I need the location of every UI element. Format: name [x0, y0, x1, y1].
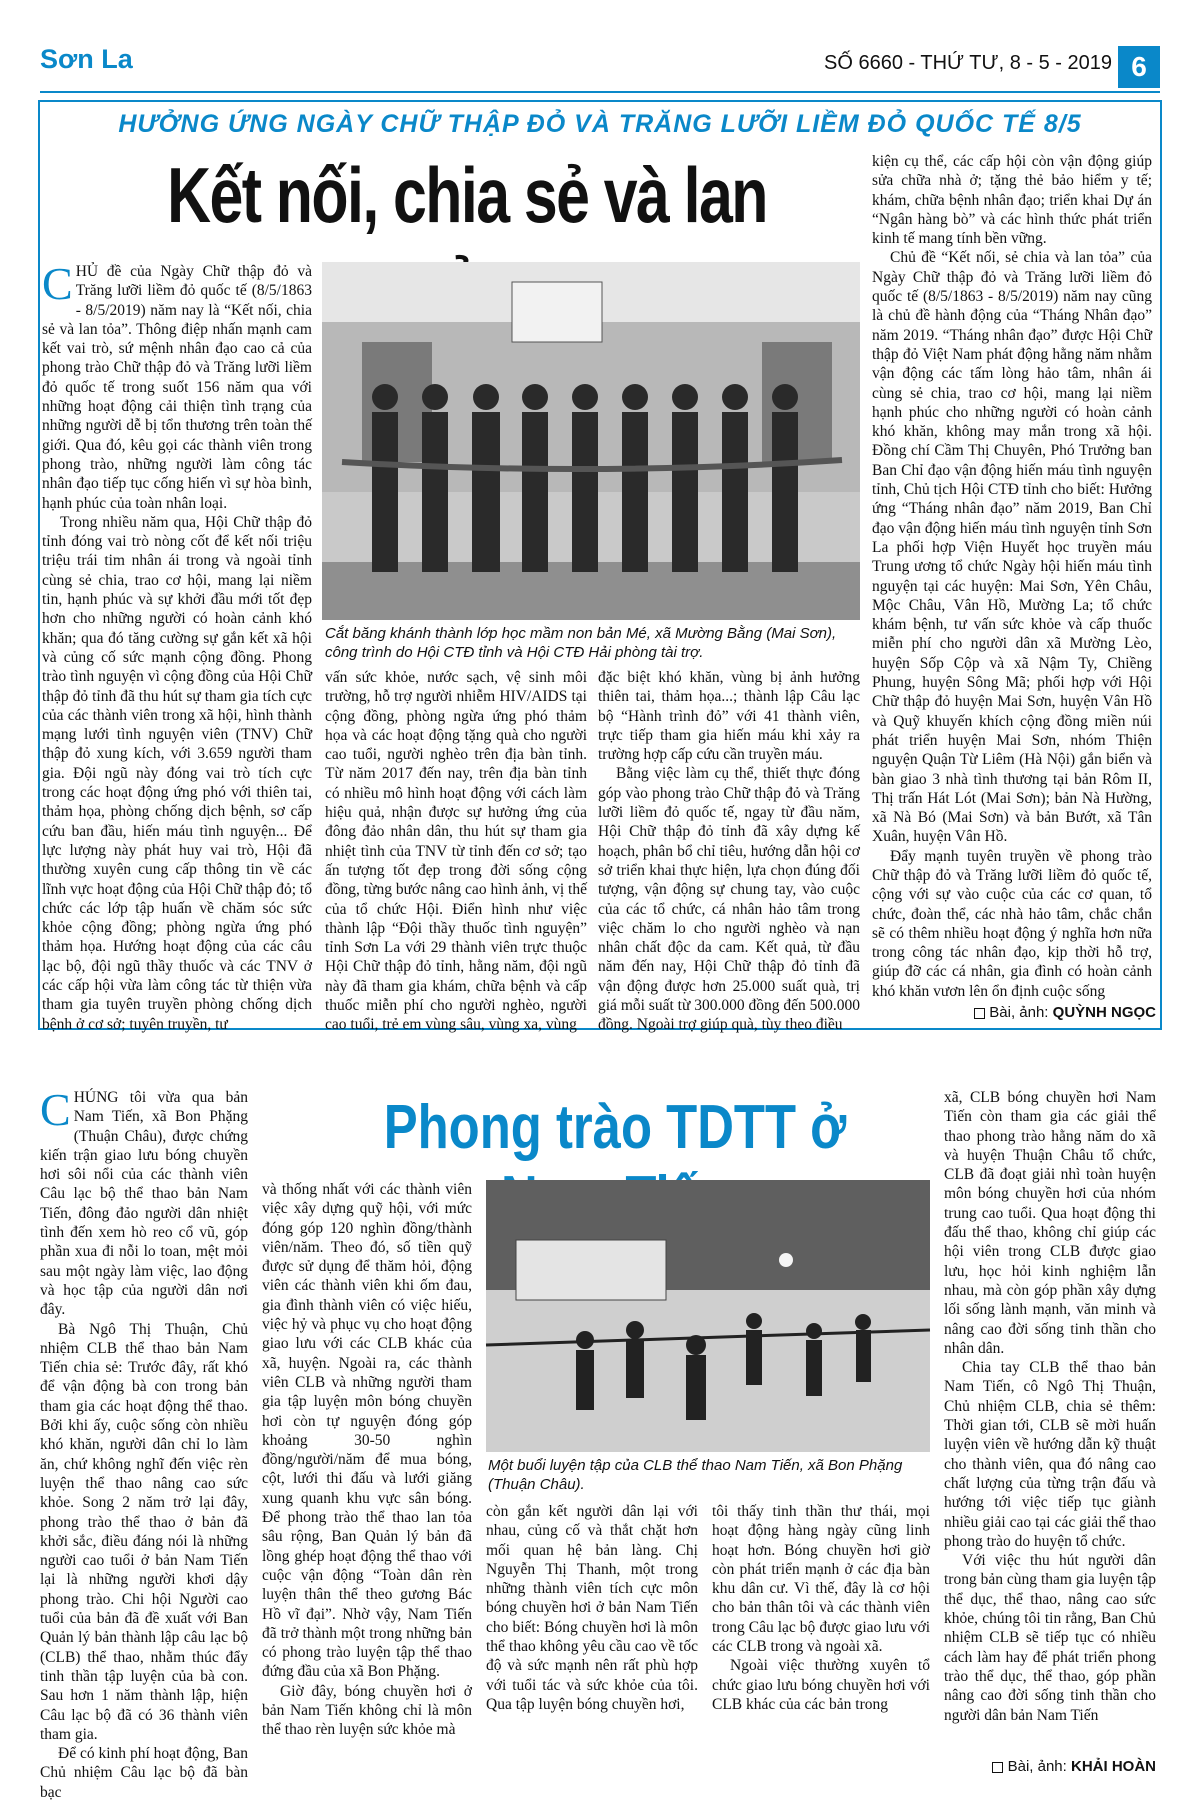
article2-photo-caption: Một buổi luyện tập của CLB thể thao Nam Tiến, xã Bon Phặng (Thuận Châu).	[488, 1457, 903, 1493]
paragraph: xã, CLB bóng chuyền hơi Nam Tiến còn tham gia các giải thể thao phong trào hằng năm do xã và huyện Thuận Châu tổ chức, CLB đã đoạt giải nhì toàn huyện môn bóng chuyền hơi của nhóm trung cao tuổi. Qua hoạt động thi đấu thể thao, không chỉ giúp các hội viên trong CLB được giao lưu, học hỏi kinh nghiệm lẫn nhau, mà còn góp phần xây dựng lối sống lành mạnh, văn minh và nâng cao đời sống tinh thần cho nhân dân.	[944, 1089, 1156, 1357]
paragraph: HỦ đề của Ngày Chữ thập đỏ và Trăng lưỡi liềm đỏ quốc tế (8/5/1863 - 8/5/2019) năm nay là “Kết nối, chia sẻ và lan tỏa”. Thông điệp nhấn mạnh cam kết vai trò, sứ mệnh nhân đạo cao cả của phong trào Chữ thập đỏ và Trăng lưỡi liềm đỏ quốc tế trong suốt 156 năm qua với những hoạt động cải thiện tình trạng của những người dễ bị tổn thương trên toàn thế giới. Qua đó, kêu gọi các thành viên trong phong trào, những người làm công tác nhân đạo tiếp tục cống hiến vì sự hòa bình, hạnh phúc của toàn nhân loại.	[42, 263, 312, 512]
ribbon-cutting-photo	[322, 262, 860, 620]
article2-byline	[944, 1758, 1156, 1775]
paragraph: và thống nhất với các thành viên việc xây dựng quỹ hội, với mức đóng góp 120 nghìn đồng/thành viên/năm. Theo đó, số tiền quỹ được sử dụng để thăm hỏi, động viên các thành viên khi ốm đau, gia đình thành viên có việc hiếu, việc hỷ và phục vụ cho hoạt động giao lưu với các CLB khác của xã, huyện. Ngoài ra, các thành viên CLB và những người tham gia tập luyện môn bóng chuyền hơi còn tự nguyện đóng góp khoảng 30-50 nghìn đồng/người/năm để mua bóng, cột, lưới thi đấu và lưới giăng xung quanh khu vực sân bóng. Để phong trào thể thao lan tỏa sâu rộng, Ban Quản lý bản đã lồng ghép hoạt động thể thao với cuộc vận động “Toàn dân rèn luyện thân thể theo gương Bác Hồ vĩ đại”. Nhờ vậy, Nam Tiến đã trở thành một trong những bản có phong trào luyện tập thể thao đứng đầu của xã Bon Phặng.	[262, 1181, 472, 1681]
paragraph: Chia tay CLB thể thao bản Nam Tiến, cô Ngô Thị Thuận, Chủ nhiệm CLB, chia sẻ thêm: Thời gian tới, CLB sẽ mời huấn luyện viên về hướng dẫn kỹ thuật cho thành viên, qua đó nâng cao chất lượng của từng trận đấu và hướng tới việc tiếp tục giành nhiều giải cao tại các giải thể thao phong trào do huyện tổ chức.	[944, 1359, 1156, 1550]
paragraph: Bằng việc làm cụ thể, thiết thực đóng góp vào phong trào Chữ thập đỏ và Trăng lưỡi liềm đỏ quốc tế, ngay từ đầu năm, Hội Chữ thập đỏ tỉnh đã xây dựng kế hoạch, phân bổ chỉ tiêu, hướng dẫn hội cơ sở triển khai thực hiện, lựa chọn đúng đối tượng, vận động sự chung tay, vào cuộc của các tổ chức, cá nhân hảo tâm trong việc chăm lo cho người nghèo và nạn nhân chất độc da cam. Kết quả, từ đầu năm đến nay, Hội Chữ thập đỏ tỉnh đã vận động được hơn 25.000 suất quà, trị giá mỗi suất từ 300.000 đồng đến 500.000 đồng. Ngoài trợ giúp quà, tùy theo điều	[598, 765, 860, 1034]
article1-kicker: HƯỞNG ỨNG NGÀY CHỮ THẬP ĐỎ VÀ TRĂNG LƯỠI LIỀM ĐỎ QUỐC TẾ 8/5	[118, 110, 1082, 138]
article2-column-2	[262, 1180, 472, 1780]
paragraph: tôi thấy tinh thần thư thái, mọi hoạt động hàng ngày cũng linh hoạt hơn. Bóng chuyền hơi giờ còn phát triển mạnh ở các địa bàn khu dân cư. Vì thế, đây là cơ hội cho bản thân tôi và các thành viên trong Câu lạc bộ được giao lưu với các CLB trong và ngoài xã.	[712, 1503, 930, 1656]
paragraph: Chủ đề “Kết nối, sẻ chia và lan tỏa” của Ngày Chữ thập đỏ và Trăng lưỡi liềm đỏ quốc tế (8/5/1863 - 8/5/2019) năm nay cũng là chủ đề hành động của “Tháng Nhân đạo” năm 2019. “Tháng nhân đạo” được Hội Chữ thập đỏ Việt Nam phát động hằng năm nhằm vận động các tấm lòng hảo tâm, nhân ái cùng sẻ chia, trao cơ hội, mang lại niềm hạnh phúc cho những người có hoàn cảnh khó khăn, không may mắn trong xã hội. Đồng chí Cầm Thị Chuyên, Phó Trưởng ban Ban Chỉ đạo vận động hiến máu tình nguyện tỉnh, Chủ tịch Hội CTĐ tỉnh cho biết: Hưởng ứng “Tháng nhân đạo” năm 2019, Ban Chỉ đạo vận động hiến máu tình nguyện tỉnh Sơn La phối hợp Viện Huyết học truyền máu Trung ương tổ chức Ngày hội hiến máu tình nguyện tại các huyện: Mai Sơn, Yên Châu, Mộc Châu, Vân Hồ, Mường La; tổ chức khám bệnh, tư vấn sức khỏe và cấp thuốc miễn phí cho người dân xã Mường Lèo, huyện Sốp Cộp và xã Nậm Ty, Chiềng Phung, huyện Sông Mã; phối hợp với Hội Chữ thập đỏ huyện Mai Sơn, huyện Vân Hồ và Quỹ khuyến khích cộng đồng miền núi phát triển huyện Mai Sơn, nhóm Thiện nguyện Quận Từ Liêm (Hà Nội) gắn biển và bàn giao 3 nhà tình thương tại bản Rôm II, Thị trấn Hát Lót (Mai Sơn); bản Nà Hường, xã Nà Bó (Mai Sơn) và bản Bướt, xã Tân Xuân, huyện Vân Hồ.	[872, 249, 1152, 846]
article2-column-1	[40, 1084, 248, 1801]
article1-byline	[960, 1004, 1156, 1021]
volleyball-photo	[486, 1180, 930, 1452]
paragraph: Để có kinh phí hoạt động, Ban Chủ nhiệm Câu lạc bộ đã bàn bạc	[40, 1745, 248, 1801]
header-rule	[40, 91, 1160, 93]
issue-info: SỐ 6660 - THỨ TƯ, 8 - 5 - 2019	[824, 52, 1112, 74]
article1-column-3	[598, 668, 860, 1034]
article1-column-4	[872, 152, 1152, 998]
article2-title: Phong trào TDTT ở	[383, 1093, 847, 1162]
paragraph: Với việc thu hút người dân trong bản cùng tham gia luyện tập thể dục, thể thao, nâng cao sức khỏe, chúng tôi tin rằng, Ban Chủ nhiệm CLB sẽ tiếp tục có nhiều cách làm hay để phát triển phong trào thể dục, thể thao, góp phần nâng cao đời sống tinh thần cho người dân bản Nam Tiến	[944, 1552, 1156, 1724]
article2-column-3	[486, 1502, 698, 1780]
article1-photo-caption: Cắt băng khánh thành lớp học mầm non bản Mé, xã Mường Bằng (Mai Sơn), công trình do Hội CTĐ tỉnh và Hội CTĐ Hải phòng tài trợ.	[325, 625, 837, 661]
byline-prefix: Bài, ảnh:	[989, 1004, 1053, 1021]
section-name: Sơn La	[40, 44, 133, 74]
end-mark-icon	[992, 1762, 1003, 1773]
volleyball-illustration	[486, 1180, 930, 1452]
end-mark-icon	[974, 1008, 985, 1019]
byline-author: KHẢI HOÀN	[1071, 1758, 1156, 1775]
paragraph: Bà Ngô Thị Thuận, Chủ nhiệm CLB thể thao bản Nam Tiến chia sẻ: Trước đây, rất khó để vận động bà con trong bản tham gia các hoạt động thể thao. Bởi khi ấy, cuộc sống còn nhiều khó khăn, người dân chỉ lo làm ăn, chứ không nghĩ đến việc rèn luyện thể thao nâng cao sức khỏe. Song 2 năm trở lại đây, phong trào thể thao ở bản đã khởi sắc, điều đáng nói là những người cao tuổi ở bản Nam Tiến lại là những người khơi dậy phong trào. Chi hội Người cao tuổi của bản đã đề xuất với Ban Quản lý bản thành lập câu lạc bộ (CLB) thể thao, nhằm thúc đẩy tinh thần tập luyện của bà con. Sau hơn 1 năm thành lập, hiện Câu lạc bộ đã có 36 thành viên tham gia.	[40, 1320, 248, 1743]
paragraph: Trong nhiều năm qua, Hội Chữ thập đỏ tỉnh đóng vai trò nòng cốt để kết nối triệu triệu trái tim nhân ái trong và ngoài tỉnh cùng sẻ chia, trao cơ hội, mang lại niềm tin, hạnh phúc và sự khởi đầu mới tốt đẹp hơn cho những người có hoàn cảnh khó khăn; qua đó tăng cường sự gắn kết xã hội và củng cố sức mạnh cộng đồng. Phong trào tình nguyện vì cộng đồng của Hội Chữ thập đỏ tỉnh đã thu hút sự tham gia tích cực của các thành viên trong xã hội, hình thành mạng lưới tình nguyện viên (TNV) Chữ thập đỏ xung kích, với 3.659 người tham gia. Đội ngũ này đóng vai trò tích cực trong các hoạt động ứng phó với thiên tai, thảm họa, phòng chống dịch bệnh, sơ cấp cứu ban đầu, hiến máu tình nguyện... Để lực lượng này phát huy vai trò, Hội đã thường xuyên cung cấp thông tin về các lĩnh vực hoạt động của Hội Chữ thập đỏ; tổ chức các lớp tập huấn về chăm sóc sức khỏe cộng đồng; phòng ngừa ứng phó thảm họa. Hướng hoạt động của các câu lạc bộ, đội ngũ thầy thuốc và các TNV ở các cấp hội vừa làm công tác từ thiện vừa tham gia tuyên truyền phòng chống dịch bệnh ở cơ sở; tuyên truyền, tư	[42, 513, 312, 1033]
article2-column-5	[944, 1088, 1156, 1754]
article1-column-1	[42, 258, 312, 1033]
paragraph: đặc biệt khó khăn, vùng bị ảnh hưởng thiên tai, thảm họa...; thành lập Câu lạc bộ “Hành trình đỏ” với 41 thành viên, trực tiếp tham gia hiến máu khi xảy ra trường hợp cấp cứu cần truyền máu.	[598, 669, 860, 764]
paragraph: còn gắn kết người dân lại với nhau, củng cố và thắt chặt hơn mối quan hệ bản làng. Chị Nguyễn Thị Thanh, một trong những thành viên tích cực môn bóng chuyền hơi ở bản Nam Tiến cho biết: Bóng chuyền hơi là môn thể thao không yêu cầu cao về tốc độ và sức mạnh nên rất phù hợp với tuổi tác và sức khỏe của tôi. Qua tập luyện bóng chuyền hơi,	[486, 1503, 698, 1713]
paragraph: kiện cụ thể, các cấp hội còn vận động giúp sửa chữa nhà ở; tặng thẻ bảo hiểm y tế; khám, chữa bệnh nhân đạo; triển khai Dự án “Ngân hàng bò” và các hình thức phát triển kinh tế mang tính bền vững.	[872, 153, 1152, 248]
paragraph: Giờ đây, bóng chuyền hơi ở bản Nam Tiến không chỉ là môn thể thao rèn luyện sức khỏe mà	[262, 1682, 472, 1739]
paragraph: vấn sức khỏe, nước sạch, vệ sinh môi trường, hỗ trợ người nhiễm HIV/AIDS tại cộng đồng, phòng ngừa ứng phó thảm họa và các hoạt động tặng quà cho người cao tuổi, người nghèo trên địa bàn tỉnh. Từ năm 2017 đến nay, trên địa bàn tỉnh có nhiều mô hình hoạt động với cách làm hiệu quả, nhận được sự hưởng ứng của đông đảo nhân dân, thu hút sự tham gia nhiệt tình của TNV từ tỉnh đến cơ sở; tạo ấn tượng tốt đẹp trong đời sống cộng đồng, từng bước nâng cao hình ảnh, vị thế của tổ chức Hội. Điển hình như việc thành lập “Đội thầy thuốc tình nguyện” tỉnh Sơn La với 29 thành viên trực thuộc Hội Chữ thập đỏ tỉnh, hằng năm, đội ngũ này đã tham gia khám, chữa bệnh và cấp thuốc miễn phí cho người nghèo, người cao tuổi, trẻ em vùng sâu, vùng xa, vùng	[325, 669, 587, 1034]
ribbon-cutting-illustration	[322, 262, 860, 620]
article1-title: Kết nối, chia sẻ và lan	[167, 151, 767, 239]
paragraph: HÚNG tôi vừa qua bản Nam Tiến, xã Bon Phặng (Thuận Châu), được chứng kiến trận giao lưu bóng chuyền hơi sôi nổi của các thành viên Câu lạc bộ thể thao bản Nam Tiến, đông đảo người dân nhiệt tình đến xem hò reo cổ vũ, góp phần xua đi nỗi lo toan, mệt mỏi sau một ngày làm việc, lao động và học tập của người dân nơi đây.	[40, 1089, 248, 1319]
article1-dropcap: C	[42, 258, 73, 309]
paragraph: Đẩy mạnh tuyên truyền về phong trào Chữ thập đỏ và Trăng lưỡi liềm đỏ quốc tế, cộng với sự vào cuộc của các cơ quan, tổ chức, đoàn thể, các nhà hảo tâm, chắc chắn sẽ có thêm nhiều hoạt động ý nghĩa hơn nữa trong công tác nhân đạo, kịp thời hỗ trợ, giúp đỡ các cá nhân, gia đình có hoàn cảnh khó khăn vươn lên ổn định cuộc sống	[872, 847, 1152, 1000]
paragraph: Ngoài việc thường xuyên tổ chức giao lưu bóng chuyền hơi với CLB khác của các bản trong	[712, 1657, 930, 1713]
article1-column-2	[325, 668, 587, 1034]
page-number: 6	[1118, 46, 1160, 88]
byline-prefix: Bài, ảnh:	[1007, 1758, 1071, 1775]
article2-dropcap: C	[40, 1084, 71, 1135]
byline-author: QUỲNH NGỌC	[1052, 1004, 1156, 1021]
article2-column-4	[712, 1502, 930, 1780]
